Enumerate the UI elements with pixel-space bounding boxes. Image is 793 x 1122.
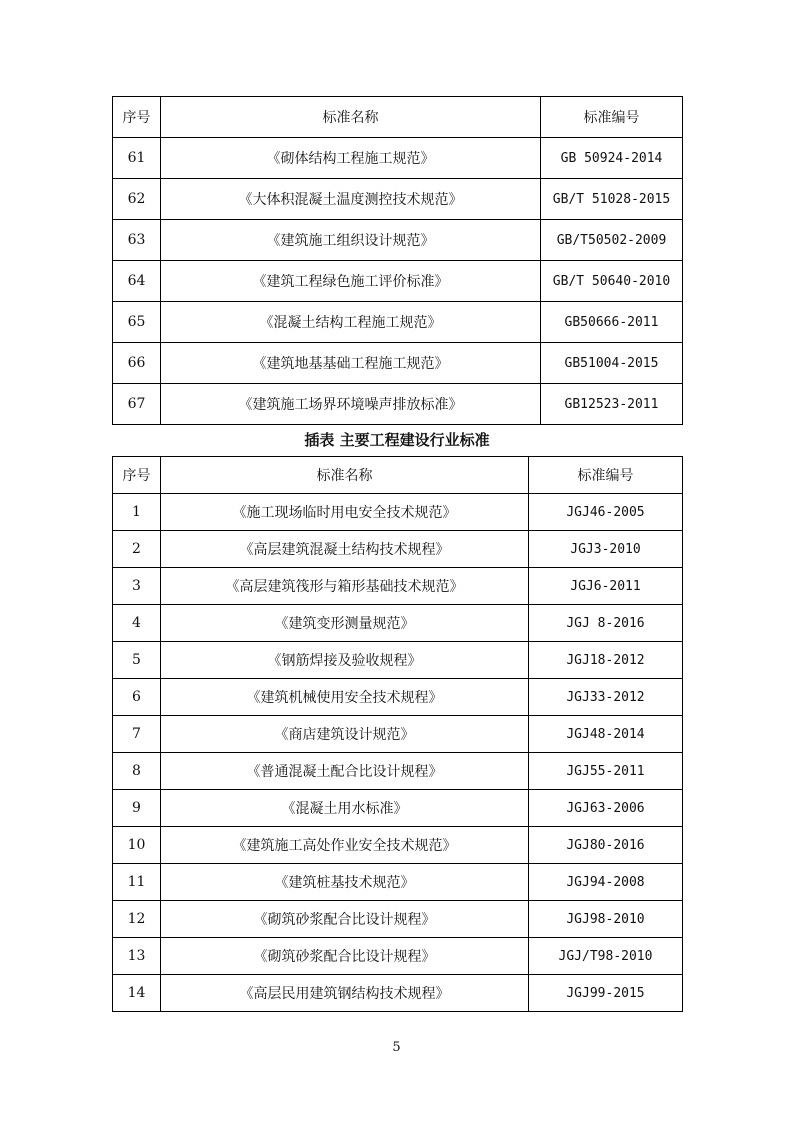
row-no: 13 <box>113 938 161 975</box>
table-row <box>113 494 683 531</box>
row-code: JGJ6-2011 <box>529 568 683 605</box>
row-code: JGJ18-2012 <box>529 642 683 679</box>
row-name: 《建筑桩基技术规范》 <box>161 864 529 901</box>
header-code: 标准编号 <box>529 457 683 494</box>
row-no: 5 <box>113 642 161 679</box>
table-row <box>113 343 683 384</box>
row-no: 1 <box>113 494 161 531</box>
row-no: 2 <box>113 531 161 568</box>
row-name: 《高层建筑混凝土结构技术规程》 <box>161 531 529 568</box>
row-no: 14 <box>113 975 161 1012</box>
row-code: JGJ46-2005 <box>529 494 683 531</box>
header-name: 标准名称 <box>161 97 541 138</box>
row-name: 《砌体结构工程施工规范》 <box>161 138 541 179</box>
row-name: 《商店建筑设计规范》 <box>161 716 529 753</box>
header-no: 序号 <box>113 97 161 138</box>
row-code: JGJ55-2011 <box>529 753 683 790</box>
table-row <box>113 531 683 568</box>
row-no: 8 <box>113 753 161 790</box>
row-code: JGJ98-2010 <box>529 901 683 938</box>
row-name: 《普通混凝土配合比设计规程》 <box>161 753 529 790</box>
table-row <box>113 138 683 179</box>
row-code: GB 50924-2014 <box>541 138 683 179</box>
table-row <box>113 938 683 975</box>
row-code: JGJ63-2006 <box>529 790 683 827</box>
row-name: 《混凝土结构工程施工规范》 <box>161 302 541 343</box>
row-code: GB50666-2011 <box>541 302 683 343</box>
table-row <box>113 827 683 864</box>
row-name: 《砌筑砂浆配合比设计规程》 <box>161 938 529 975</box>
row-name: 《建筑机械使用安全技术规程》 <box>161 679 529 716</box>
national-standards-table <box>112 96 683 425</box>
row-name: 《砌筑砂浆配合比设计规程》 <box>161 901 529 938</box>
row-code: JGJ99-2015 <box>529 975 683 1012</box>
row-no: 63 <box>113 220 161 261</box>
row-no: 4 <box>113 605 161 642</box>
row-name: 《建筑施工高处作业安全技术规范》 <box>161 827 529 864</box>
row-no: 67 <box>113 384 161 425</box>
row-code: JGJ48-2014 <box>529 716 683 753</box>
row-no: 10 <box>113 827 161 864</box>
row-code: GB12523-2011 <box>541 384 683 425</box>
row-code: JGJ94-2008 <box>529 864 683 901</box>
table-row <box>113 302 683 343</box>
table-row <box>113 716 683 753</box>
row-name: 《建筑施工组织设计规范》 <box>161 220 541 261</box>
table-row <box>113 864 683 901</box>
table-row <box>113 753 683 790</box>
header-name: 标准名称 <box>161 457 529 494</box>
table-row <box>113 179 683 220</box>
row-code: GB51004-2015 <box>541 343 683 384</box>
row-code: JGJ/T98-2010 <box>529 938 683 975</box>
row-code: GB/T 50640-2010 <box>541 261 683 302</box>
table-row <box>113 384 683 425</box>
row-no: 62 <box>113 179 161 220</box>
table-row <box>113 642 683 679</box>
row-no: 3 <box>113 568 161 605</box>
table-caption: 插表 主要工程建设行业标准 <box>304 431 490 449</box>
row-name: 《高层建筑筏形与箱形基础技术规范》 <box>161 568 529 605</box>
row-no: 64 <box>113 261 161 302</box>
row-code: GB/T 51028-2015 <box>541 179 683 220</box>
table-row <box>113 220 683 261</box>
row-code: JGJ80-2016 <box>529 827 683 864</box>
row-code: GB/T50502-2009 <box>541 220 683 261</box>
row-no: 65 <box>113 302 161 343</box>
table-header-row <box>113 457 683 494</box>
row-name: 《建筑施工场界环境噪声排放标准》 <box>161 384 541 425</box>
row-no: 6 <box>113 679 161 716</box>
page-number: 5 <box>392 1040 401 1055</box>
table-row <box>113 975 683 1012</box>
row-no: 66 <box>113 343 161 384</box>
row-name: 《高层民用建筑钢结构技术规程》 <box>161 975 529 1012</box>
row-name: 《大体积混凝土温度测控技术规范》 <box>161 179 541 220</box>
row-no: 7 <box>113 716 161 753</box>
row-no: 9 <box>113 790 161 827</box>
row-code: JGJ3-2010 <box>529 531 683 568</box>
table-header-row <box>113 97 683 138</box>
row-name: 《钢筋焊接及验收规程》 <box>161 642 529 679</box>
row-name: 《建筑变形测量规范》 <box>161 605 529 642</box>
table-row <box>113 790 683 827</box>
row-name: 《施工现场临时用电安全技术规范》 <box>161 494 529 531</box>
row-code: JGJ 8-2016 <box>529 605 683 642</box>
row-name: 《建筑地基基础工程施工规范》 <box>161 343 541 384</box>
row-name: 《混凝土用水标准》 <box>161 790 529 827</box>
header-no: 序号 <box>113 457 161 494</box>
table-row <box>113 261 683 302</box>
row-name: 《建筑工程绿色施工评价标准》 <box>161 261 541 302</box>
table-row <box>113 568 683 605</box>
table-row <box>113 605 683 642</box>
header-code: 标准编号 <box>541 97 683 138</box>
row-no: 61 <box>113 138 161 179</box>
table-row <box>113 901 683 938</box>
row-code: JGJ33-2012 <box>529 679 683 716</box>
table-row <box>113 679 683 716</box>
row-no: 11 <box>113 864 161 901</box>
industry-standards-table <box>112 456 683 1012</box>
row-no: 12 <box>113 901 161 938</box>
